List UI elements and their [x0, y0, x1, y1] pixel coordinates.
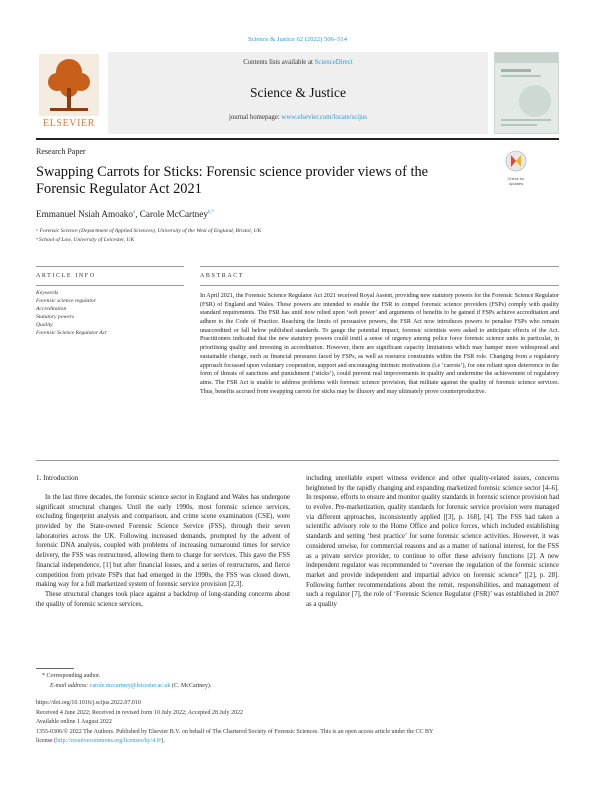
article-info-rule — [36, 266, 184, 267]
abstract-rule — [200, 266, 559, 267]
affiliation-b: ᵇ School of Law, University of Leicester, UK — [36, 237, 135, 243]
license-line-2: license (http://creativecommons.org/licenses/by/4.0/). — [36, 738, 165, 744]
elsevier-logo — [36, 52, 102, 134]
keyword-item: Quality — [36, 322, 53, 328]
license-link[interactable]: http://creativecommons.org/licenses/by/4.0/ — [56, 738, 162, 744]
masthead — [36, 52, 559, 134]
abstract-text: In April 2021, the Forensic Science Regulator Act 2021 received Royal Assent, providing new statutory powers for the Forensic Science Regulator (FSR) of England and Wales. These powers are intended to enable the FSR to compel forensic science providers (FSPs) comply with quality standard requirements. The FSR has until now relied upon ‘soft power’ and arguments of benefits to be gained if FSPs achieve accreditation and adhere to the Code of Practice. Reaching the limits of persuasive powers, the FSR Act now introduces powers to penalise FSPs who remain unaccredited or fall below published standards. To gauge the potential impact, forensic scientists were asked to anticipate effects of the Act. Practitioners indicated that the new statutory powers could instil a sense of urgency among police force forensic science units in particular, in prioritising quality and investing in accreditation. However, there are significant capacity limitations which may hamper more widespread and sustainable change, such as financial pressures faced by FSPs, as well as resource constraints within the FSR role. Changing from a regulatory approach focussed upon voluntary cooperation, support and encouraging intrinsic motivations (i.e ‘carrots’), for one reliant upon deterrence in the form of threats of sanctions and punishment (‘sticks’), could prevent real improvements in quality and undermine the achievement of regulatory aims. The FSR Act is unable to address problems with forensic science provision, that militate against the quality of forensic science services. Thus, benefits accrued from swapping carrots for sticks may be illusory and may ultimately prove counterproductive. — [200, 293, 559, 395]
body-right-column — [306, 474, 559, 610]
email-link[interactable]: carole.mccartney@leicester.ac.uk — [89, 683, 171, 689]
keywords-rule — [36, 285, 184, 286]
author-list: Emmanuel Nsiah Amoako$^a$, Carole McCartney$^{b,*}$ — [36, 209, 215, 219]
article-type: Research Paper — [36, 147, 86, 156]
body-paragraph: These structural changes took place against a backdrop of long-standing concerns about the quality of forensic science services, — [36, 590, 290, 608]
crossmark-badge[interactable]: Check for updates — [503, 150, 529, 182]
abstract-heading: ABSTRACT — [200, 273, 245, 279]
license-line: 1355-0306/© 2022 The Authors. Published by Elsevier B.V. on behalf of The Chartered Society of Forensic Sciences. This is an open access article under the CC BY — [36, 729, 434, 735]
body-paragraph: including unreliable expert witness evidence and other quality-related issues, concerns heightened by the rapidly changing and expanding marketized forensic science sector [4–6]. In response, efforts to ensure and monitor quality standards in forensic science provision had to evolve. Pre-marketization, quality standards for forensic service provision were managed via different approaches, inconsistently applied [[3], p. 168], [4]. The FSS had taken a scientific advisory role to the Home Office and police forces, which included establishing standards and setting ‘best practice’ for some forensic science activities. However, it was considered unwise, for commercial reasons and as a matter of national interest, for the FSS as a private service provider, to continue to offer these advisory functions [2]. A new independent regulator was recommended to “oversee the regulation of the forensic science market and provide independent and impartial advice on forensic science” [[2], p. 28]. Following further recommendations about the remit, responsibilities, and management of such a regulator [7], the role of ‘Forensic Science Regulator (FSR)’ was established in 2007 as a quality — [306, 475, 559, 608]
journal-homepage-link[interactable]: www.elsevier.com/locate/scijus — [281, 114, 368, 121]
homepage-line: journal homepage: www.elsevier.com/locate/scijus — [228, 114, 368, 121]
abstract-top-rule — [200, 285, 559, 286]
journal-cover-image — [494, 52, 559, 134]
body-paragraph: In the last three decades, the forensic science sector in England and Wales has undergone significant structural changes. Until the early 1990s, most forensic science services, excluding fingerprint analysis and comparison, and crime scene examination (CSE), were provided by the State-owned Forensic Science Service (FSS), through their seven laboratories across the UK. Following increased demands, prompted by the advent of forensic DNA analysis, coupled with problems of increasing turnaround times for service delivery, the FSS was restructured, allowing them to charge for services. This gave the FSS financial independence, [1] but after financial losses, and a series of restructures, and fierce competition from private FSPs that had emerged in the 1990s, the FSS was closed down, making way for a full marketized system of forensic service provision [2,3]. — [36, 494, 290, 589]
received-dates: Received 4 June 2022; Received in revised form 10 July 2022; Accepted 28 July 2022 — [36, 710, 243, 716]
section-heading-introduction: 1. Introduction — [36, 474, 79, 482]
article-info-heading: ARTICLE INFO — [36, 273, 96, 279]
cover-art — [495, 53, 558, 133]
footnote-rule — [36, 668, 74, 669]
journal-banner — [108, 52, 488, 134]
keyword-item: Forensic science regulator — [36, 298, 96, 304]
affiliation-a: ᵃ Forensic Science (Department of Applied Sciences), University of the West of England, Bristol, UK — [36, 228, 262, 234]
keywords-label: Keywords — [36, 290, 59, 296]
keyword-item: Forensic Science Regulator Act — [36, 330, 107, 336]
available-online: Available online 1 August 2022 — [36, 719, 112, 725]
header-rule — [36, 138, 559, 140]
abstract-bottom-rule — [36, 460, 559, 461]
affiliation-marker[interactable]: b,* — [207, 209, 215, 215]
sciencedirect-link[interactable]: ScienceDirect — [314, 59, 353, 66]
email-line: E-mail address: carole.mccartney@leicester.ac.uk (C. McCartney). — [50, 683, 212, 689]
doi-link[interactable]: https://doi.org/10.1016/j.scijus.2022.07.010 — [36, 700, 141, 706]
affiliation-marker[interactable]: a — [132, 209, 136, 215]
contents-line: Contents lists available at ScienceDirect — [243, 59, 353, 66]
author-name[interactable]: Emmanuel Nsiah Amoako — [36, 209, 133, 219]
body-left-column — [36, 493, 290, 609]
corresponding-author-note: * Corresponding author. — [42, 673, 101, 679]
keyword-item: Statutory powers — [36, 314, 75, 320]
keyword-item: Accreditation — [36, 306, 67, 312]
publisher-name: ELSEVIER — [42, 118, 96, 129]
author-name[interactable]: Carole McCartney — [139, 209, 208, 219]
crossmark-icon — [503, 150, 529, 172]
article-title: Swapping Carrots for Sticks: Forensic science provider views of the Forensic Regulator Act 2021 — [36, 164, 429, 198]
journal-name: Science & Justice — [250, 85, 346, 100]
journal-citation[interactable]: Science & Justice 62 (2022) 506–514 — [247, 36, 348, 43]
